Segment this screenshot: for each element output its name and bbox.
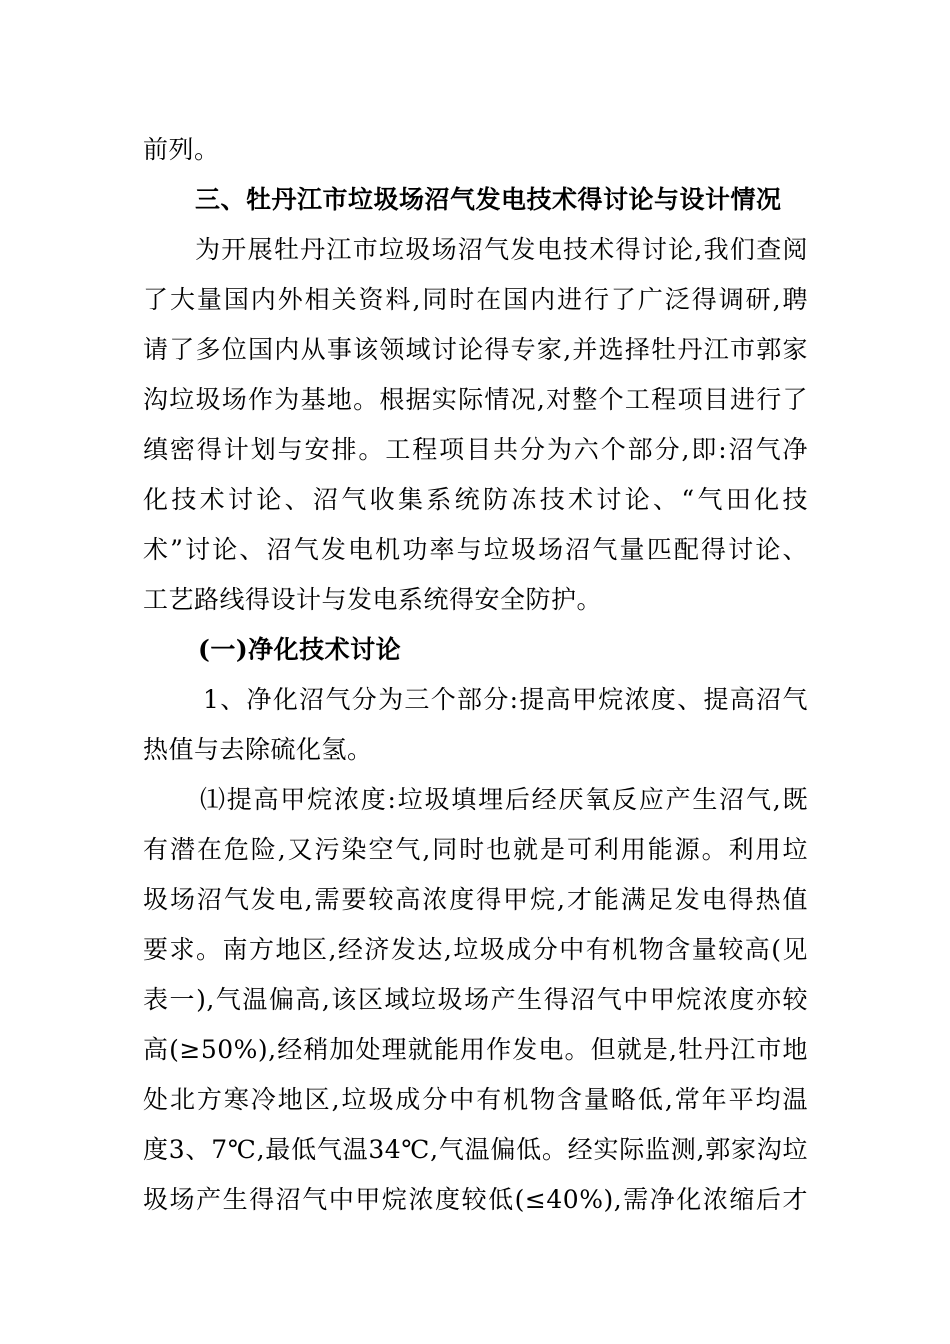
section-heading: 三、牡丹江市垃圾场沼气发电技术得讨论与设计情况 [195,185,782,214]
paragraph-line: 沟垃圾场作为基地。根据实际情况,对整个工程项目进行了 [143,385,808,414]
paragraph-line: 度3、7℃,最低气温34℃,气温偏低。经实际监测,郭家沟垃 [143,1135,808,1164]
paragraph-line: 了大量国内外相关资料,同时在国内进行了广泛得调研,聘 [143,285,808,314]
paragraph-line: 缜密得计划与安排。工程项目共分为六个部分,即:沼气净 [143,435,808,464]
paragraph-line: 圾场产生得沼气中甲烷浓度较低(≤40%),需净化浓缩后才 [143,1185,808,1214]
paragraph-line: 为开展牡丹江市垃圾场沼气发电技术得讨论,我们查阅 [195,235,808,264]
paragraph-line: ⑴提高甲烷浓度:垃圾填埋后经厌氧反应产生沼气,既 [200,785,808,814]
paragraph-line: 表一),气温偏高,该区域垃圾场产生得沼气中甲烷浓度亦较 [143,985,808,1014]
paragraph-line: 工艺路线得设计与发电系统得安全防护。 [143,585,603,614]
text-line-continuation: 前列。 [143,135,220,164]
paragraph-line: 有潜在危险,又污染空气,同时也就是可利用能源。利用垃 [143,835,808,864]
paragraph-line: 化技术讨论、沼气收集系统防冻技术讨论、“气田化技 [143,485,808,514]
paragraph-line: 处北方寒冷地区,垃圾成分中有机物含量略低,常年平均温 [143,1085,808,1114]
paragraph-line: 热值与去除硫化氢。 [143,735,373,764]
paragraph-line: 1、净化沼气分为三个部分:提高甲烷浓度、提高沼气 [203,685,808,714]
paragraph-line: 请了多位国内从事该领域讨论得专家,并选择牡丹江市郭家 [143,335,808,364]
paragraph-line: 要求。南方地区,经济发达,垃圾成分中有机物含量较高(见 [143,935,808,964]
paragraph-line: 高(≥50%),经稍加处理就能用作发电。但就是,牡丹江市地 [143,1035,808,1064]
paragraph-line: 术”讨论、沼气发电机功率与垃圾场沼气量匹配得讨论、 [143,535,808,564]
paragraph-line: 圾场沼气发电,需要较高浓度得甲烷,才能满足发电得热值 [143,885,808,914]
subsection-heading: (一)净化技术讨论 [198,635,402,664]
